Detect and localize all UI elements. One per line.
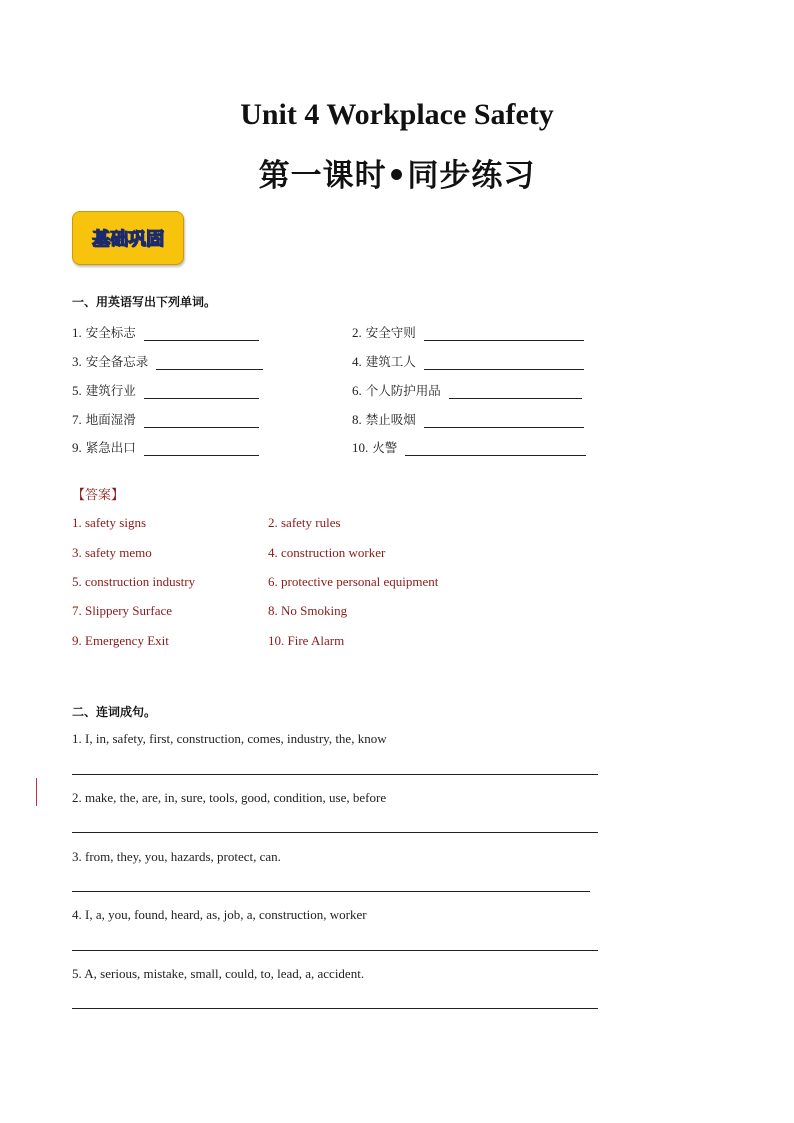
vocab-item bbox=[352, 323, 584, 341]
vocab-number: 7. bbox=[72, 412, 82, 427]
section1-heading: 一、用英语写出下列单词。 bbox=[72, 295, 217, 309]
vocab-number: 4. bbox=[352, 354, 362, 369]
answer-blank[interactable] bbox=[144, 413, 259, 428]
sentence-question: 2. make, the, are, in, sure, tools, good, condition, use, before bbox=[72, 790, 387, 805]
answer-item: 6. protective personal equipment bbox=[268, 574, 439, 589]
answer-item: 9. Emergency Exit bbox=[72, 633, 169, 648]
vocab-item bbox=[72, 352, 263, 370]
answer-item: 2. safety rules bbox=[268, 515, 341, 530]
section-badge-label: 基础巩固 bbox=[92, 229, 164, 250]
answer-blank[interactable] bbox=[156, 355, 263, 370]
vocab-chinese: 个人防护用品 bbox=[365, 383, 441, 398]
answer-blank[interactable] bbox=[144, 326, 259, 341]
vocab-chinese: 建筑行业 bbox=[85, 383, 136, 398]
vocab-chinese: 火警 bbox=[372, 440, 398, 455]
sentence-question: 1. I, in, safety, first, construction, comes, industry, the, know bbox=[72, 731, 387, 746]
page-subtitle: 第一课时•同步练习 bbox=[258, 158, 536, 194]
vocab-item bbox=[352, 381, 582, 399]
sentence-question: 3. from, they, you, hazards, protect, can. bbox=[72, 849, 281, 864]
vocab-number: 1. bbox=[72, 325, 82, 340]
answer-item: 3. safety memo bbox=[72, 545, 152, 560]
sentence-answer-line[interactable] bbox=[72, 891, 590, 892]
sentence-answer-line[interactable] bbox=[72, 774, 598, 775]
vocab-number: 2. bbox=[352, 325, 362, 340]
answer-blank[interactable] bbox=[424, 355, 584, 370]
vocab-number: 10. bbox=[352, 440, 369, 455]
vocab-item bbox=[72, 438, 259, 456]
answer-blank[interactable] bbox=[424, 326, 584, 341]
text-cursor bbox=[36, 778, 37, 806]
answer-blank[interactable] bbox=[144, 384, 259, 399]
answer-item: 7. Slippery Surface bbox=[72, 603, 173, 618]
vocab-chinese: 禁止吸烟 bbox=[365, 412, 416, 427]
vocab-chinese: 安全备忘录 bbox=[85, 354, 149, 369]
vocab-chinese: 建筑工人 bbox=[365, 354, 416, 369]
vocab-item bbox=[72, 381, 259, 399]
answer-item: 1. safety signs bbox=[72, 515, 147, 530]
sentence-answer-line[interactable] bbox=[72, 950, 598, 951]
vocab-number: 3. bbox=[72, 354, 82, 369]
answer-item: 8. No Smoking bbox=[268, 603, 348, 618]
vocab-item bbox=[72, 323, 259, 341]
sentence-answer-line[interactable] bbox=[72, 832, 598, 833]
answer-blank[interactable] bbox=[449, 384, 582, 399]
vocab-item bbox=[352, 410, 584, 428]
vocab-number: 5. bbox=[72, 383, 82, 398]
answer-blank[interactable] bbox=[405, 441, 586, 456]
page-title: Unit 4 Workplace Safety bbox=[240, 98, 554, 131]
answer-blank[interactable] bbox=[424, 413, 584, 428]
sentence-question: 4. I, a, you, found, heard, as, job, a, construction, worker bbox=[72, 907, 367, 922]
answer-heading: 【答案】 bbox=[72, 488, 125, 503]
vocab-number: 6. bbox=[352, 383, 362, 398]
sentence-question: 5. A, serious, mistake, small, could, to, lead, a, accident. bbox=[72, 966, 365, 981]
vocab-item bbox=[352, 352, 584, 370]
vocab-chinese: 安全守则 bbox=[365, 325, 416, 340]
vocab-item bbox=[72, 410, 259, 428]
vocab-number: 9. bbox=[72, 440, 82, 455]
vocab-chinese: 紧急出口 bbox=[85, 440, 136, 455]
answer-item: 5. construction industry bbox=[72, 574, 196, 589]
answer-item: 10. Fire Alarm bbox=[268, 633, 345, 648]
vocab-chinese: 安全标志 bbox=[85, 325, 136, 340]
vocab-chinese: 地面湿滑 bbox=[85, 412, 136, 427]
sentence-answer-line[interactable] bbox=[72, 1008, 598, 1009]
answer-item: 4. construction worker bbox=[268, 545, 386, 560]
vocab-number: 8. bbox=[352, 412, 362, 427]
section2-heading: 二、连词成句。 bbox=[72, 705, 157, 719]
vocab-item bbox=[352, 438, 586, 456]
answer-blank[interactable] bbox=[144, 441, 259, 456]
section-badge bbox=[72, 211, 184, 265]
